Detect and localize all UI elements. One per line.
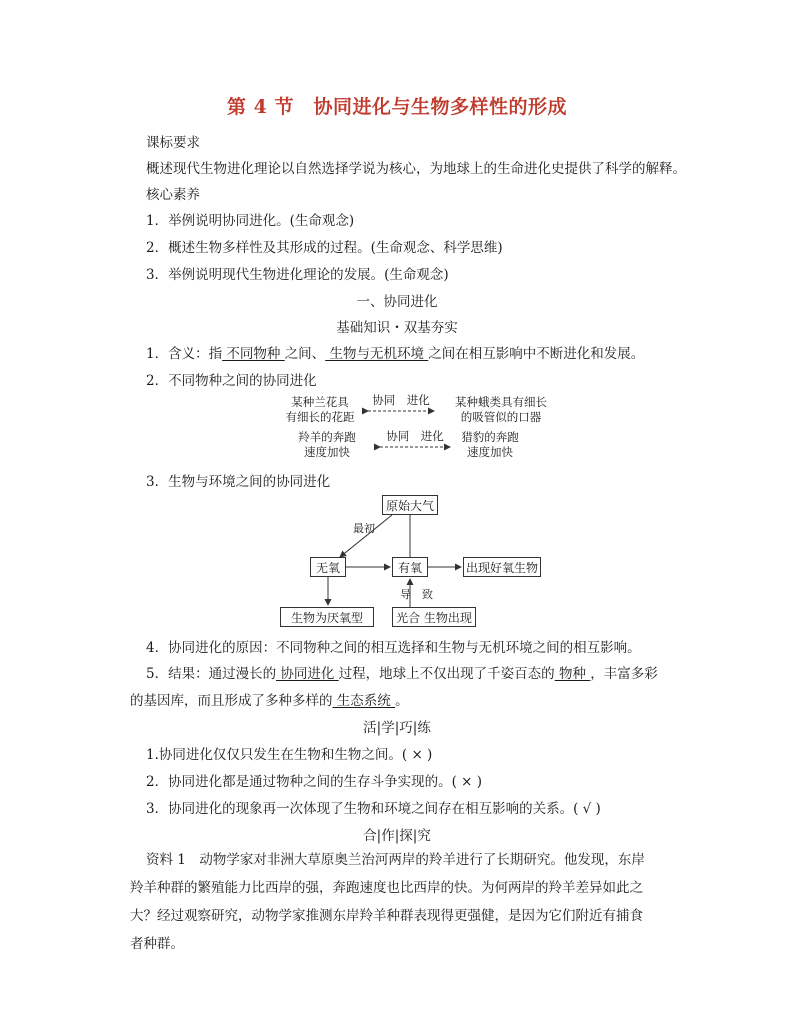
blank-answer: 生物与无机环境 [325, 346, 429, 362]
blank-answer: 协同进化 [276, 666, 339, 682]
coevolution-label: 协同 进化 [372, 393, 430, 407]
cheetah-label: 猎豹的奔跑 速度加快 [461, 430, 519, 459]
literacy-item: 3．举例说明现代生物进化理论的发展。(生命观念) [146, 267, 449, 283]
literacy-heading: 核心素养 [146, 187, 200, 203]
antelope-label: 羚羊的奔跑 速度加快 [298, 430, 356, 459]
cause-line: 4．协同进化的原因：不同物种之间的相互选择和生物与无机环境之间的相互影响。 [146, 640, 641, 656]
result-line-1: 5．结果：通过漫长的 协同进化 过程，地球上不仅出现了千姿百态的 物种 ，丰富多彩 [146, 666, 658, 682]
result-line-2: 的基因库，而且形成了多种多样的 生态系统 。 [130, 693, 409, 709]
anaerobic-box: 无氧 [310, 557, 346, 577]
page-title: 第 4 节 协同进化与生物多样性的形成 [227, 96, 567, 118]
literacy-item: 1．举例说明协同进化。(生命观念) [146, 213, 355, 229]
initially-label: 最初 [353, 522, 375, 535]
practice-heading: 活|学|巧|练 [363, 720, 431, 736]
moth-label: 某种蛾类具有细长 的吸管似的口器 [455, 395, 547, 424]
blank-answer: 物种 [554, 666, 591, 682]
aerobic-box: 有氧 [392, 557, 428, 577]
practice-item: 3．协同进化的现象再一次体现了生物和环境之间存在相互影响的关系。( √ ) [146, 801, 601, 817]
definition-line: 1．含义：指 不同物种 之间、 生物与无机环境 之间在相互影响中不断进化和发展。 [146, 346, 645, 362]
material-paragraph: 资料 1 动物学家对非洲大草原奥兰治河两岸的羚羊进行了长期研究。他发现，东岸羚羊种群的繁殖能力比西岸的强，奔跑速度也比西岸的快。为何两岸的羚羊差异如此之大？经过观察研究，动物学家推测东岸羚羊种群表现得更强健，是因为它们附近有捕食者种群。 [130, 852, 645, 952]
primitive-atmosphere-box: 原始大气 [382, 495, 438, 515]
lead-to-label: 导 致 [400, 588, 433, 601]
practice-item: 2．协同进化都是通过物种之间的生存斗争实现的。( × ) [146, 774, 483, 790]
photosynthesis-box: 光合 生物出现 [392, 607, 476, 627]
standard-text: 概述现代生物进化理论以自然选择学说为核心，为地球上的生命进化史提供了科学的解释。 [146, 161, 686, 177]
section-title: 一、协同进化 [356, 294, 438, 310]
aerobic-organisms-box: 出现好氧生物 [463, 557, 541, 577]
standard-heading: 课标要求 [146, 135, 200, 151]
coevolution-label: 协同 进化 [386, 429, 444, 443]
practice-item: 1.协同进化仅仅只发生在生物和生物之间。( × ) [146, 747, 433, 763]
basic-knowledge-heading: 基础知识・双基夯实 [336, 320, 458, 336]
orchid-label: 某种兰花具 有细长的花距 [285, 395, 355, 424]
subheading: 3．生物与环境之间的协同进化 [146, 474, 331, 490]
explore-heading: 合|作|探|究 [363, 828, 431, 844]
blank-answer: 不同物种 [222, 346, 285, 362]
subheading: 2．不同物种之间的协同进化 [146, 373, 317, 389]
anaerobe-box: 生物为厌氧型 [280, 607, 374, 627]
literacy-item: 2．概述生物多样性及其形成的过程。(生命观念、科学思维) [146, 240, 503, 256]
blank-answer: 生态系统 [332, 693, 396, 709]
